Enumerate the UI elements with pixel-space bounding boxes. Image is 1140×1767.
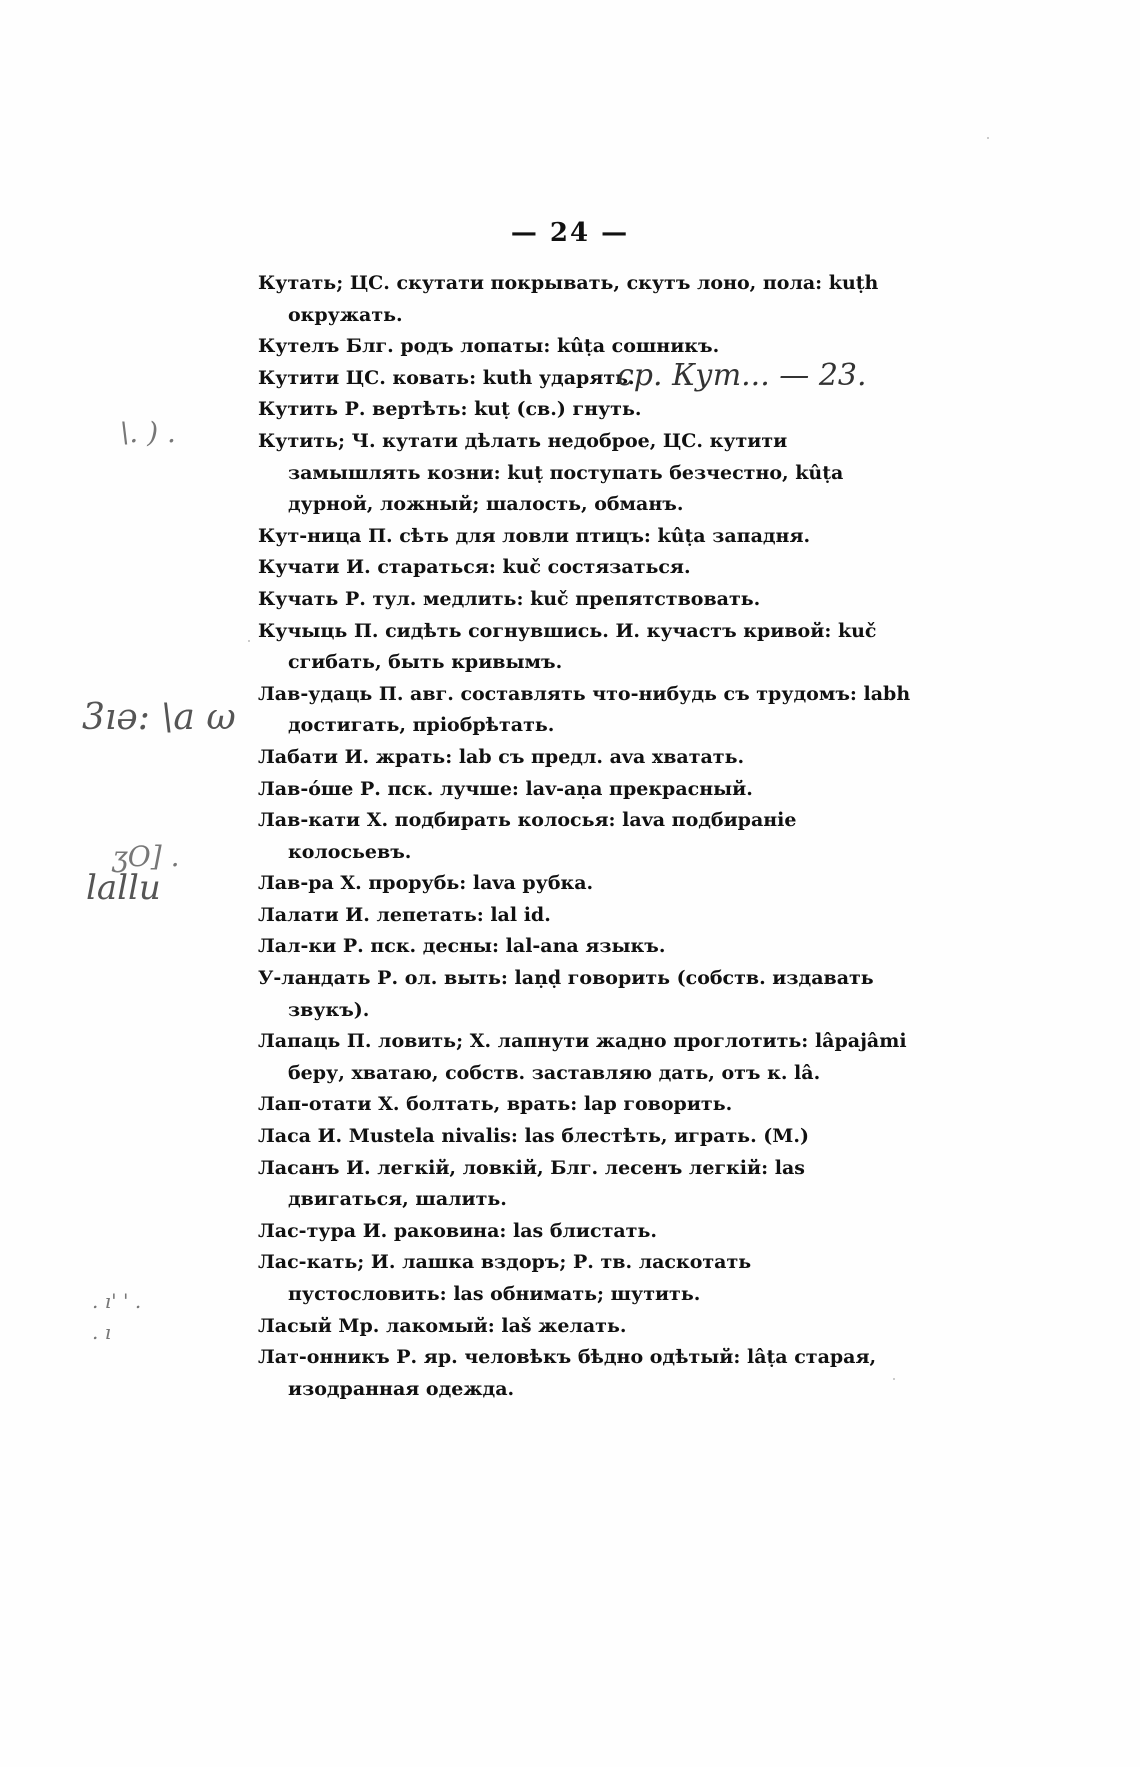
handwritten-note: . ı' ' . — [92, 1289, 142, 1313]
dictionary-entry: Лав-кати Х. подбирать колосья: lava подбираніе колосьевъ. — [258, 809, 797, 863]
dictionary-entry: Лав-удаць П. авг. составлять что-нибудь съ трудомъ: labh достигать, пріобрѣтать. — [258, 682, 911, 737]
dictionary-entry: Лас-тура И. раковина: las блистать. — [258, 1219, 657, 1242]
dictionary-entry: Ласа И. Mustela nivalis: las блестѣть, играть. (М.) — [258, 1125, 809, 1148]
scan-speck — [893, 1378, 895, 1380]
dictionary-entry: Кутить; Ч. кутати дѣлать недоброе, ЦС. кутити замышлять козни: kuṭ поступать безчестно, kûṭa дурной, ложный; шалость, обманъ. — [258, 429, 844, 516]
scan-speck — [248, 640, 250, 642]
dictionary-entry: Лалати И. лепетать: lal id. — [258, 903, 551, 926]
handwritten-note: ср. Кут... — 23. — [617, 358, 867, 393]
dictionary-entry: Кучыць П. сидѣть согнувшись. И. кучастъ кривой: kuč сгибать, быть кривымъ. — [258, 619, 877, 674]
dictionary-entry: Ласанъ И. легкій, ловкій, Блг. лесенъ легкій: las двигаться, шалить. — [258, 1156, 805, 1211]
dictionary-entry: Лабати И. жрать: lab съ предл. ava хватать. — [258, 745, 745, 768]
dictionary-entry: Кут-ница П. сѣть для ловли птицъ: kûṭa западня. — [258, 524, 811, 547]
dictionary-entry: У-ландать Р. ол. выть: laṇḍ говорить (собств. издавать звукъ). — [258, 967, 874, 1021]
handwritten-note: 3ıə: \a ω — [82, 697, 236, 738]
handwritten-note: . ı — [92, 1320, 112, 1344]
handwritten-note: lallu — [86, 868, 161, 908]
handwritten-note: \. ) . — [120, 416, 176, 449]
dictionary-entry: Ласый Мр. лакомый: laš желать. — [258, 1314, 627, 1337]
dictionary-entry: Кутити ЦС. ковать: kuth ударять. — [258, 366, 635, 389]
dictionary-entry: Лат-онникъ Р. яр. человѣкъ бѣдно одѣтый: lâṭa старая, изодранная одежда. — [258, 1346, 877, 1400]
dictionary-entry: Лап-отати Х. болтать, врать: lap говорить. — [258, 1093, 733, 1116]
page-number: — 24 — — [510, 218, 630, 248]
dictionary-entry: Лапаць П. ловить; Х. лапнути жадно проглотить: lâpajâmi беру, хватаю, собств. заставляю дать, отъ к. lâ. — [258, 1030, 907, 1084]
scan-speck — [987, 137, 989, 139]
dictionary-entry: Лав-ра Х. прорубь: lava рубка. — [258, 872, 594, 895]
handwritten-note: ʒO] . — [112, 840, 180, 873]
dictionary-entries — [258, 268, 914, 1405]
dictionary-entry: Кутать; ЦС. скутати покрывать, скутъ лоно, пола: kuṭh окружать. — [258, 272, 879, 326]
dictionary-entry: Кутить Р. вертѣть: kuṭ (св.) гнуть. — [258, 398, 642, 421]
dictionary-entry: Кутелъ Блг. родъ лопаты: kûṭa сошникъ. — [258, 335, 720, 358]
dictionary-entry: Кучать Р. тул. медлить: kuč препятствовать. — [258, 587, 761, 610]
dictionary-entry: Лал-ки Р. пск. десны: lal-ana языкъ. — [258, 935, 666, 958]
dictionary-entry: Лас-кать; И. лашка вздоръ; Р. тв. ласкотать пустословить: las обнимать; шутить. — [258, 1251, 752, 1305]
dictionary-entry: Лав-óше Р. пск. лучше: lav-aṇa прекрасный. — [258, 777, 753, 800]
dictionary-entry: Кучати И. стараться: kuč состязаться. — [258, 556, 691, 579]
